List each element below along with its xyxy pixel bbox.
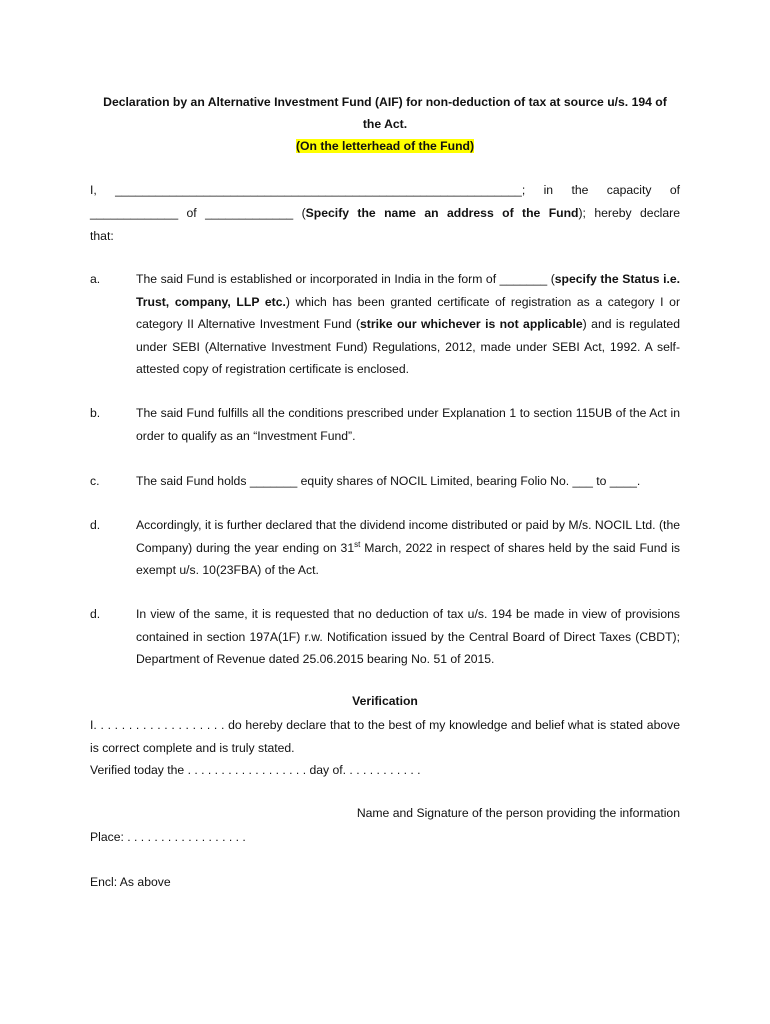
place-line: Place: . . . . . . . . . . . . . . . . . .	[90, 830, 246, 844]
signature-caption: Name and Signature of the person providing the information	[356, 806, 680, 820]
declaration-intro	[90, 179, 680, 248]
letterhead-note: (On the letterhead of the Fund)	[295, 139, 475, 153]
title-line-2: the Act.	[362, 117, 408, 131]
clause-text: The said Fund fulfills all the conditions prescribed under Explanation 1 to section 115UB of the Act in order to qualify as an “Investment Fund”.	[136, 406, 680, 443]
clause-label: d.	[90, 607, 101, 621]
declaration-line-1: I, ____________________________________________________________; in the capacity of	[90, 183, 680, 197]
clause-a	[90, 268, 680, 381]
clause-c	[90, 470, 680, 493]
clause-label: a.	[90, 272, 101, 286]
clause-text: The said Fund is established or incorporated in India in the form of _______ (specify the Status i.e. Trust, company, LLP etc.) which has been granted certificate of registration as a category I or category II Alternative Investment Fund (strike our whichever is not applicable) and is regulated under SEBI (Alternative Investment Fund) Regulations, 2012, made under SEBI Act, 1992. A self-attested copy of registration certificate is enclosed.	[136, 272, 681, 376]
verification-heading: Verification	[352, 694, 418, 708]
clause-text: In view of the same, it is requested that no deduction of tax u/s. 194 be made in view of provisions contained in section 197A(1F) r.w. Notification issued by the Central Board of Direct Taxes (CBDT); Department of Revenue dated 25.06.2015 bearing No. 51 of 2015.	[136, 607, 680, 666]
document-title	[88, 91, 682, 157]
enclosure-note: Encl: As above	[90, 875, 171, 889]
declaration-line-3: that:	[90, 229, 114, 243]
clause-d-dividend	[90, 514, 680, 582]
clause-label: c.	[90, 474, 100, 488]
verification-statement: I. . . . . . . . . . . . . . . . . . . do hereby declare that to the best of my knowledge and belief what is stated above is correct complete and is truly stated.	[90, 718, 680, 755]
declaration-line-2: _____________ of _____________ (Specify the name an address of the Fund); hereby declare	[90, 206, 680, 220]
clause-label: b.	[90, 406, 101, 420]
title-line-1: Declaration by an Alternative Investment Fund (AIF) for non-deduction of tax at source u/s. 194 of	[103, 95, 667, 109]
verified-date-line: Verified today the . . . . . . . . . . . . . . . . . . day of. . . . . . . . . . . .	[90, 763, 421, 777]
clause-d-request	[90, 603, 680, 671]
clause-label: d.	[90, 518, 101, 532]
clause-text: Accordingly, it is further declared that the dividend income distributed or paid by M/s. NOCIL Ltd. (the Company) during the year ending on 31st March, 2022 in respect of shares held by the said Fund is exempt u/s. 10(23FBA) of the Act.	[136, 518, 680, 577]
fund-name-instruction: Specify the name an address of the Fund	[305, 206, 579, 220]
clause-text: The said Fund holds _______ equity shares of NOCIL Limited, bearing Folio No. ___ to ____.	[136, 474, 641, 488]
clause-b	[90, 402, 680, 447]
